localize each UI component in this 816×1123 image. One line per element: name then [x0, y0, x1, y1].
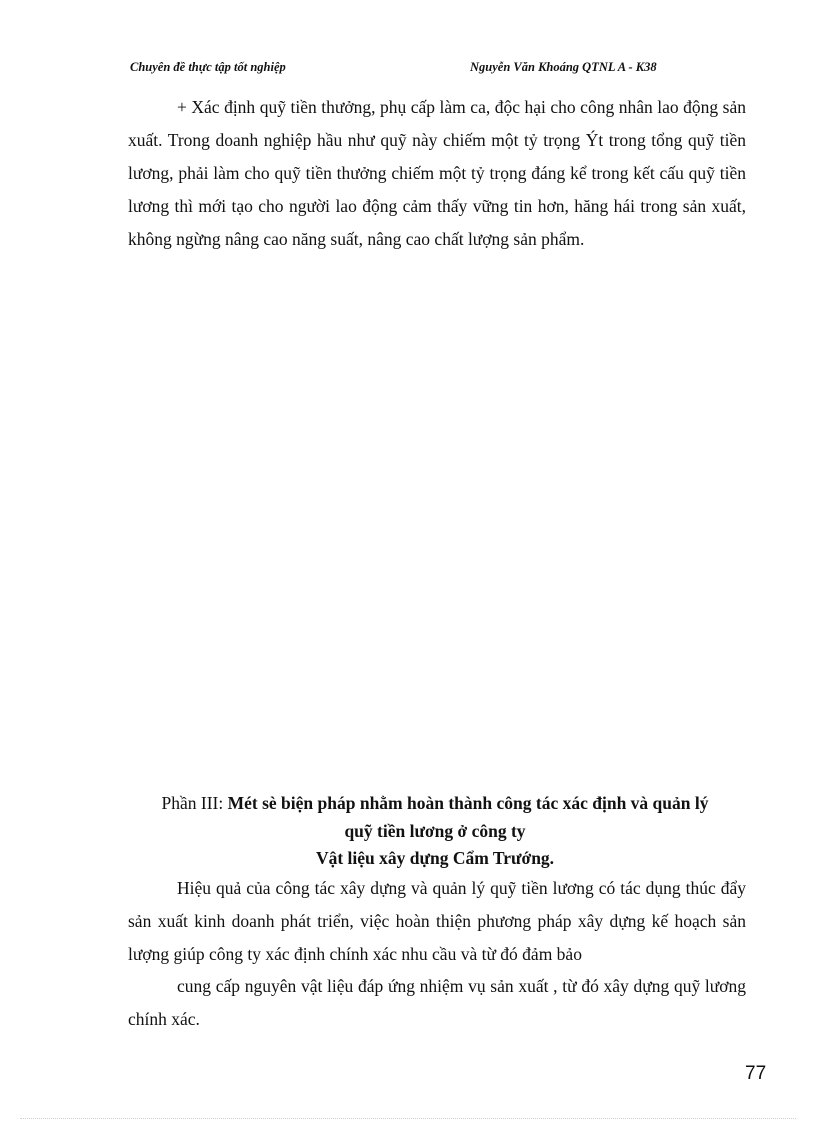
running-header	[0, 60, 816, 80]
section-heading-title-line3: Vật liệu xây dựng Cẩm Trướng.	[315, 848, 555, 868]
page-number: 77	[745, 1063, 767, 1084]
section-heading-title-line2: quỹ tiền lương ở công ty	[344, 820, 526, 841]
section-heading-prefix: Phần III:	[161, 793, 228, 813]
section-heading-title-line1: Mét sè biện pháp nhằm hoàn thành công tác xác định và quản lý	[227, 793, 709, 813]
paragraph-effectiveness: Hiệu quả của công tác xây dựng và quản lý quỹ tiền lương có tác dụng thúc đẩy sản xuất kinh doanh phát triển, việc hoàn thiện phương pháp xây dựng kế hoạch sản lượng giúp công ty xác định chính xác nhu cầu và từ đó đảm bảo	[128, 878, 746, 964]
header-document-title: Chuyên đề thực tập tốt nghiệp	[130, 60, 286, 74]
paragraph-salary-bonus-fund: + Xác định quỹ tiền thưởng, phụ cấp làm ca, độc hại cho công nhân lao động sản xuất. Trong doanh nghiệp hầu như quỹ này chiếm một tỷ trọng Ýt trong tổng quỹ tiền lương, phải làm cho quỹ tiền thưởng chiếm một tỷ trọng đáng kể trong kết cấu quỹ tiền lương thì mới tạo cho người lao động cảm thấy vững tin hơn, hăng hái trong sản xuất, không ngừng nâng cao năng suất, nâng cao chất lượng sản phẩm.	[128, 97, 746, 249]
section-heading	[110, 790, 760, 873]
paragraph-material-supply: cung cấp nguyên vật liệu đáp ứng nhiệm vụ sản xuất , từ đó xây dựng quỹ lương chính xác.	[128, 976, 746, 1029]
header-author-class: Nguyễn Văn Khoáng QTNL A - K38	[470, 60, 657, 74]
footer-divider	[20, 1118, 796, 1119]
